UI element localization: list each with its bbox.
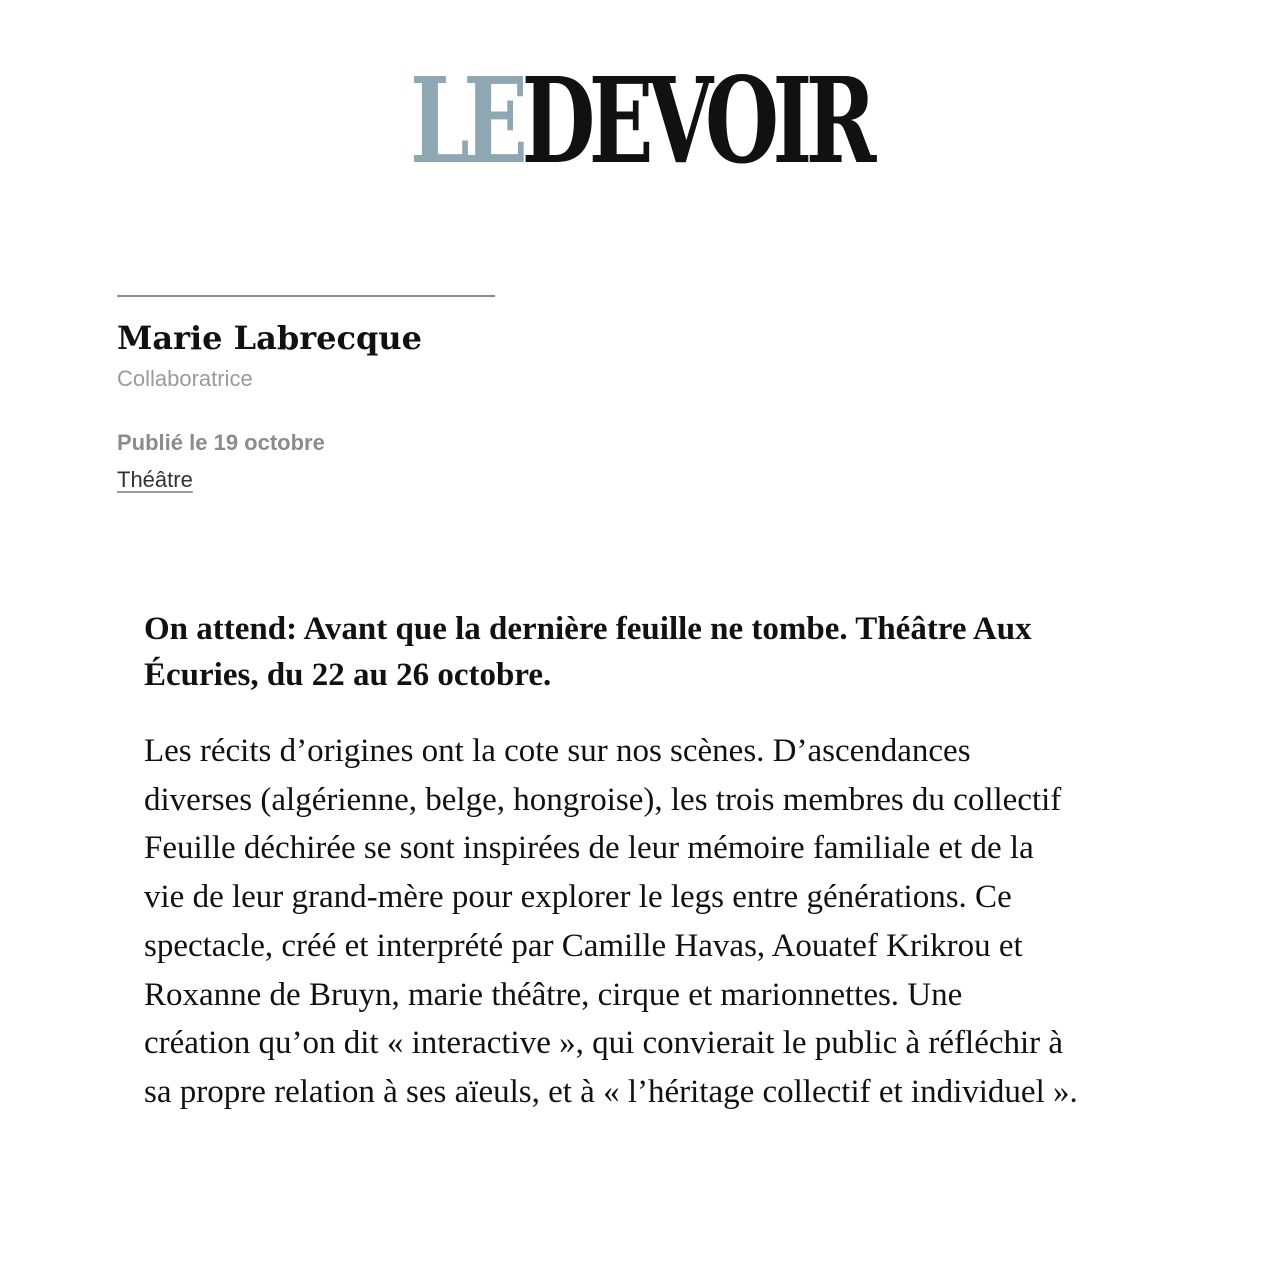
logo-devoir: DEVOIR — [521, 51, 870, 190]
body-line: Feuille déchirée se sont inspirées de leur mémoire familiale et de la — [144, 830, 1034, 867]
author-divider — [117, 295, 495, 297]
lede-line: On attend: Avant que la dernière feuille ne tombe. Théâtre Aux — [144, 611, 1032, 647]
body-line: vie de leur grand-mère pour explorer le legs entre générations. Ce — [144, 879, 1012, 916]
body-line: sa propre relation à ses aïeuls, et à « l’héritage collectif et individuel ». — [144, 1073, 1078, 1110]
logo-le: LE — [410, 51, 522, 190]
article-body — [144, 727, 1154, 1117]
body-line: Les récits d’origines ont la cote sur nos scènes. D’ascendances — [144, 733, 971, 769]
author-role: Collaboratrice — [117, 366, 253, 391]
masthead-logo[interactable] — [179, 51, 1101, 190]
lede-line: Écuries, du 22 au 26 octobre. — [144, 657, 552, 693]
section-link-theatre[interactable]: Théâtre — [117, 467, 193, 492]
body-line: Roxanne de Bruyn, marie théâtre, cirque et marionnettes. Une — [144, 976, 963, 1013]
body-line: diverses (algérienne, belge, hongroise), les trois membres du collectif — [144, 781, 1062, 818]
publication-date: Publié le 19 octobre — [117, 430, 325, 455]
author-name[interactable]: Marie Labrecque — [117, 319, 422, 357]
body-line: spectacle, créé et interprété par Camille Havas, Aouatef Krikrou et — [144, 927, 1023, 964]
body-line: création qu’on dit « interactive », qui convierait le public à réfléchir à — [144, 1025, 1064, 1062]
article-lede — [144, 606, 1154, 698]
